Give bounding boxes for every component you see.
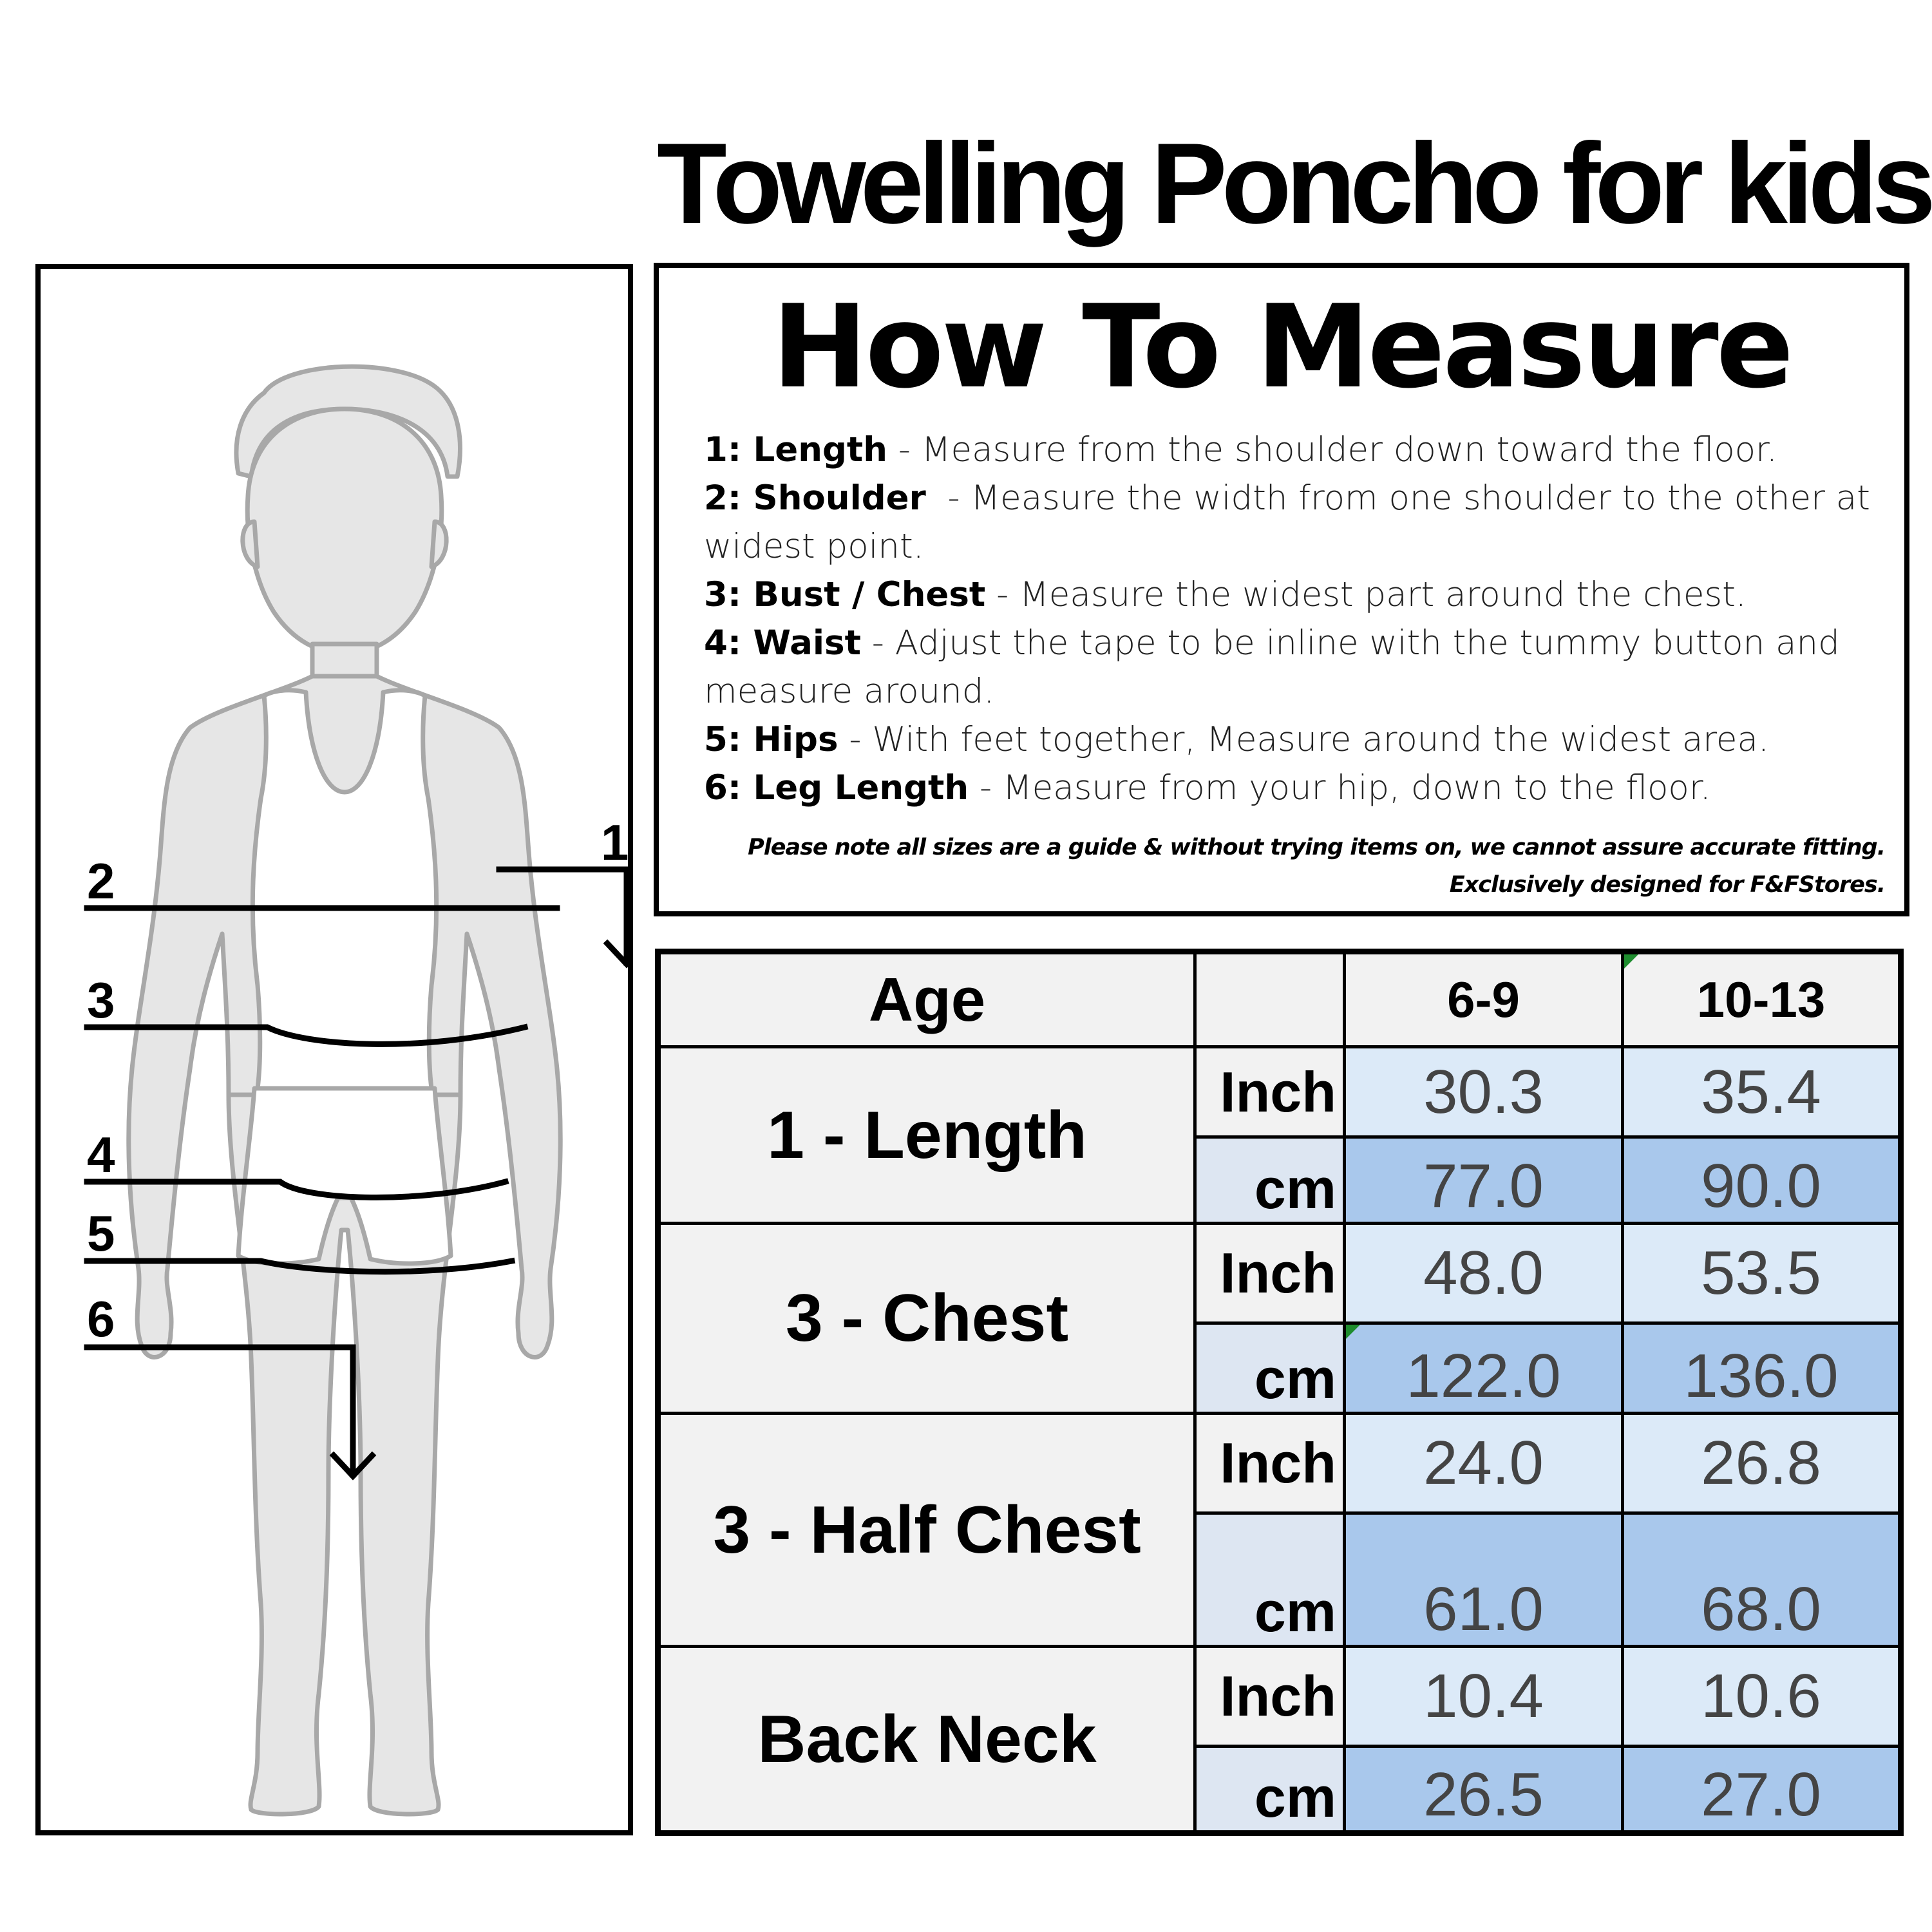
row-label-back-neck: Back Neck <box>658 1647 1195 1833</box>
instruction-text: - Measure the width from one shoulder to the other at widest point. <box>704 478 1881 566</box>
instruction-key: 4: Waist <box>704 623 861 663</box>
marker-2: 2 <box>87 853 115 909</box>
table-row <box>658 1414 1901 1513</box>
instruction-key: 2: Shoulder <box>704 478 926 518</box>
body-figure-panel <box>35 264 633 1835</box>
instruction-text: - Adjust the tape to be inline with the tummy button and measure around. <box>704 623 1840 711</box>
instruction-text: - With feet together, Measure around the widest area. <box>838 720 1769 759</box>
right-ear <box>431 522 446 567</box>
marker-6: 6 <box>87 1291 115 1347</box>
instruction-key: 1: Length <box>704 430 887 469</box>
instruction-text: - Measure the widest part around the chest. <box>985 575 1747 614</box>
value-cell: 53.5 <box>1623 1224 1901 1323</box>
table-row <box>658 1224 1901 1323</box>
value-cell: 30.3 <box>1345 1047 1623 1137</box>
table-row <box>658 1047 1901 1137</box>
instruction-hips <box>704 715 1902 764</box>
instruction-length <box>704 426 1902 474</box>
marker-5: 5 <box>87 1205 115 1262</box>
value-cell: 27.0 <box>1623 1747 1901 1833</box>
unit-cm: cm <box>1195 1747 1345 1833</box>
value-cell: 122.0 <box>1345 1323 1623 1414</box>
value-cell: 35.4 <box>1623 1047 1901 1137</box>
unit-inch: Inch <box>1195 1414 1345 1513</box>
instruction-text: - Measure from the shoulder down toward the floor. <box>887 430 1777 469</box>
row-label-length: 1 - Length <box>658 1047 1195 1224</box>
value-cell: 61.0 <box>1345 1513 1623 1647</box>
page-title: Towelling Poncho for kids <box>657 119 1930 247</box>
size-header-6-9: 6-9 <box>1345 952 1623 1047</box>
size-header-10-13: 10-13 <box>1623 952 1901 1047</box>
value-cell: 136.0 <box>1623 1323 1901 1414</box>
row-label-half-chest: 3 - Half Chest <box>658 1414 1195 1647</box>
marker-1: 1 <box>601 814 629 871</box>
unit-cm: cm <box>1195 1513 1345 1647</box>
instruction-key: 6: Leg Length <box>704 768 969 808</box>
designer-credit: Exclusively designed for F&FStores. <box>1449 872 1885 898</box>
value-cell: 26.8 <box>1623 1414 1901 1513</box>
instructions-list <box>704 426 1902 812</box>
unit-inch: Inch <box>1195 1647 1345 1747</box>
shorts-shape <box>238 1088 451 1264</box>
row-label-chest: 3 - Chest <box>658 1224 1195 1414</box>
instruction-waist <box>704 619 1902 715</box>
how-to-measure-panel <box>654 263 1909 916</box>
table-header-row <box>658 952 1901 1047</box>
instruction-text: - Measure from your hip, down to the floor. <box>969 768 1711 808</box>
instruction-key: 3: Bust / Chest <box>704 575 986 614</box>
child-body-figure <box>35 264 633 1835</box>
value-cell: 24.0 <box>1345 1414 1623 1513</box>
unit-header <box>1195 952 1345 1047</box>
unit-inch: Inch <box>1195 1047 1345 1137</box>
value-cell: 10.6 <box>1623 1647 1901 1747</box>
table-row <box>658 1647 1901 1747</box>
instruction-chest <box>704 571 1902 619</box>
unit-inch: Inch <box>1195 1224 1345 1323</box>
instruction-leg-length <box>704 764 1902 812</box>
unit-cm: cm <box>1195 1137 1345 1224</box>
size-table <box>655 949 1904 1836</box>
value-cell: 26.5 <box>1345 1747 1623 1833</box>
left-ear <box>243 522 258 567</box>
value-cell: 77.0 <box>1345 1137 1623 1224</box>
instruction-shoulder <box>704 474 1902 571</box>
head-shape <box>247 409 442 654</box>
value-cell: 48.0 <box>1345 1224 1623 1323</box>
instruction-key: 5: Hips <box>704 720 838 759</box>
value-cell: 10.4 <box>1345 1647 1623 1747</box>
marker-4: 4 <box>87 1126 115 1183</box>
fitting-disclaimer: Please note all sizes are a guide & without trying items on, we cannot assure accurate fitting. <box>748 835 1885 860</box>
value-cell: 68.0 <box>1623 1513 1901 1647</box>
how-to-measure-heading: How To Measure <box>772 280 1792 413</box>
marker-3: 3 <box>87 972 115 1028</box>
unit-cm: cm <box>1195 1323 1345 1414</box>
value-cell: 90.0 <box>1623 1137 1901 1224</box>
age-header: Age <box>658 952 1195 1047</box>
